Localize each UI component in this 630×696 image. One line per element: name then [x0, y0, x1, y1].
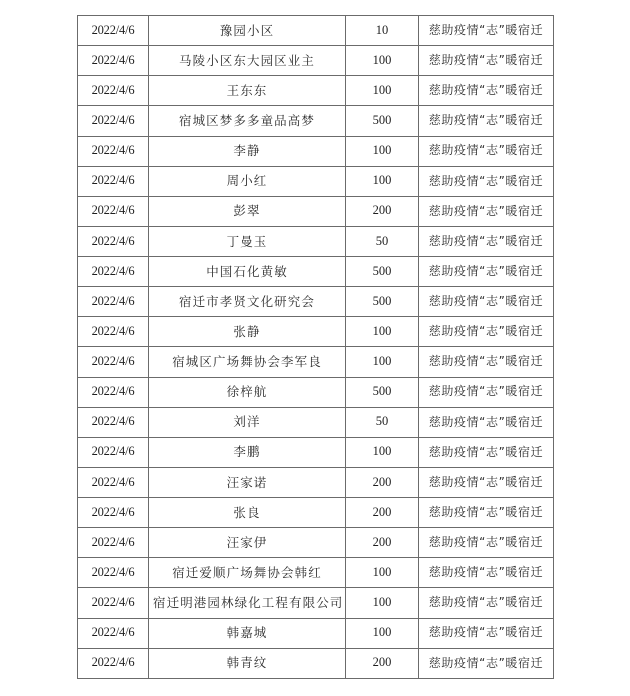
campaign-name-cell: 慈助疫情“志”暖宿迁 — [419, 46, 554, 76]
donation-amount-cell: 200 — [346, 467, 419, 497]
table-row — [78, 317, 554, 347]
campaign-name-cell: 慈助疫情“志”暖宿迁 — [419, 377, 554, 407]
campaign-name-cell: 慈助疫情“志”暖宿迁 — [419, 226, 554, 256]
campaign-name-cell: 慈助疫情“志”暖宿迁 — [419, 407, 554, 437]
campaign-name-cell: 慈助疫情“志”暖宿迁 — [419, 16, 554, 46]
donation-amount-cell: 100 — [346, 618, 419, 648]
campaign-name-cell: 慈助疫情“志”暖宿迁 — [419, 618, 554, 648]
donation-date-cell: 2022/4/6 — [78, 407, 149, 437]
donation-amount-cell: 500 — [346, 257, 419, 287]
donation-date-cell: 2022/4/6 — [78, 287, 149, 317]
donation-amount-cell: 200 — [346, 196, 419, 226]
donor-name-cell: 周小红 — [149, 166, 346, 196]
donation-date-cell: 2022/4/6 — [78, 16, 149, 46]
table-row — [78, 136, 554, 166]
table-row — [78, 287, 554, 317]
donation-amount-cell: 100 — [346, 558, 419, 588]
donor-name-cell: 丁曼玉 — [149, 226, 346, 256]
campaign-name-cell: 慈助疫情“志”暖宿迁 — [419, 558, 554, 588]
donation-date-cell: 2022/4/6 — [78, 136, 149, 166]
donation-date-cell: 2022/4/6 — [78, 467, 149, 497]
campaign-name-cell: 慈助疫情“志”暖宿迁 — [419, 257, 554, 287]
campaign-name-cell: 慈助疫情“志”暖宿迁 — [419, 76, 554, 106]
donation-date-cell: 2022/4/6 — [78, 166, 149, 196]
donation-date-cell: 2022/4/6 — [78, 588, 149, 618]
donation-date-cell: 2022/4/6 — [78, 618, 149, 648]
donation-amount-cell: 100 — [346, 166, 419, 196]
table-row — [78, 467, 554, 497]
donation-amount-cell: 100 — [346, 588, 419, 618]
campaign-name-cell: 慈助疫情“志”暖宿迁 — [419, 467, 554, 497]
donor-name-cell: 李鹏 — [149, 437, 346, 467]
donor-name-cell: 韩青纹 — [149, 648, 346, 678]
donation-date-cell: 2022/4/6 — [78, 347, 149, 377]
donation-amount-cell: 500 — [346, 106, 419, 136]
donation-date-cell: 2022/4/6 — [78, 528, 149, 558]
donation-amount-cell: 50 — [346, 226, 419, 256]
donation-date-cell: 2022/4/6 — [78, 437, 149, 467]
donation-date-cell: 2022/4/6 — [78, 648, 149, 678]
donation-date-cell: 2022/4/6 — [78, 196, 149, 226]
table-row — [78, 166, 554, 196]
donor-name-cell: 马陵小区东大园区业主 — [149, 46, 346, 76]
donor-name-cell: 宿迁爱顺广场舞协会韩红 — [149, 558, 346, 588]
donation-amount-cell: 200 — [346, 498, 419, 528]
campaign-name-cell: 慈助疫情“志”暖宿迁 — [419, 166, 554, 196]
donation-table-container — [77, 15, 553, 679]
campaign-name-cell: 慈助疫情“志”暖宿迁 — [419, 317, 554, 347]
campaign-name-cell: 慈助疫情“志”暖宿迁 — [419, 498, 554, 528]
table-row — [78, 196, 554, 226]
donation-table-body — [78, 16, 554, 679]
donation-amount-cell: 100 — [346, 347, 419, 377]
donor-name-cell: 豫园小区 — [149, 16, 346, 46]
donor-name-cell: 徐梓航 — [149, 377, 346, 407]
table-row — [78, 106, 554, 136]
table-row — [78, 16, 554, 46]
donation-table — [77, 15, 554, 679]
donor-name-cell: 刘洋 — [149, 407, 346, 437]
donor-name-cell: 张静 — [149, 317, 346, 347]
donor-name-cell: 中国石化黄敏 — [149, 257, 346, 287]
donor-name-cell: 汪家诺 — [149, 467, 346, 497]
table-row — [78, 347, 554, 377]
donation-amount-cell: 200 — [346, 528, 419, 558]
donation-amount-cell: 50 — [346, 407, 419, 437]
campaign-name-cell: 慈助疫情“志”暖宿迁 — [419, 528, 554, 558]
donor-name-cell: 彭翠 — [149, 196, 346, 226]
donation-amount-cell: 10 — [346, 16, 419, 46]
table-row — [78, 407, 554, 437]
campaign-name-cell: 慈助疫情“志”暖宿迁 — [419, 648, 554, 678]
table-row — [78, 618, 554, 648]
campaign-name-cell: 慈助疫情“志”暖宿迁 — [419, 287, 554, 317]
table-row — [78, 528, 554, 558]
campaign-name-cell: 慈助疫情“志”暖宿迁 — [419, 196, 554, 226]
donor-name-cell: 宿迁市孝贤文化研究会 — [149, 287, 346, 317]
table-row — [78, 437, 554, 467]
donation-amount-cell: 100 — [346, 437, 419, 467]
table-row — [78, 498, 554, 528]
donation-amount-cell: 200 — [346, 648, 419, 678]
donation-amount-cell: 500 — [346, 287, 419, 317]
donation-date-cell: 2022/4/6 — [78, 558, 149, 588]
table-row — [78, 76, 554, 106]
donation-amount-cell: 100 — [346, 136, 419, 166]
donor-name-cell: 宿城区梦多多童品高梦 — [149, 106, 346, 136]
donor-name-cell: 汪家伊 — [149, 528, 346, 558]
donor-name-cell: 韩嘉城 — [149, 618, 346, 648]
donor-name-cell: 张良 — [149, 498, 346, 528]
campaign-name-cell: 慈助疫情“志”暖宿迁 — [419, 347, 554, 377]
donation-amount-cell: 100 — [346, 317, 419, 347]
donation-amount-cell: 100 — [346, 46, 419, 76]
donation-date-cell: 2022/4/6 — [78, 76, 149, 106]
donor-name-cell: 宿城区广场舞协会李军良 — [149, 347, 346, 377]
table-row — [78, 226, 554, 256]
donation-amount-cell: 100 — [346, 76, 419, 106]
campaign-name-cell: 慈助疫情“志”暖宿迁 — [419, 437, 554, 467]
table-row — [78, 588, 554, 618]
donation-date-cell: 2022/4/6 — [78, 377, 149, 407]
donation-date-cell: 2022/4/6 — [78, 46, 149, 76]
campaign-name-cell: 慈助疫情“志”暖宿迁 — [419, 136, 554, 166]
donor-name-cell: 王东东 — [149, 76, 346, 106]
donation-amount-cell: 500 — [346, 377, 419, 407]
table-row — [78, 377, 554, 407]
campaign-name-cell: 慈助疫情“志”暖宿迁 — [419, 588, 554, 618]
donor-name-cell: 宿迁明港园林绿化工程有限公司 — [149, 588, 346, 618]
donation-date-cell: 2022/4/6 — [78, 317, 149, 347]
donation-date-cell: 2022/4/6 — [78, 257, 149, 287]
table-row — [78, 46, 554, 76]
table-row — [78, 257, 554, 287]
campaign-name-cell: 慈助疫情“志”暖宿迁 — [419, 106, 554, 136]
donation-date-cell: 2022/4/6 — [78, 106, 149, 136]
table-row — [78, 648, 554, 678]
donation-date-cell: 2022/4/6 — [78, 226, 149, 256]
table-row — [78, 558, 554, 588]
donor-name-cell: 李静 — [149, 136, 346, 166]
donation-date-cell: 2022/4/6 — [78, 498, 149, 528]
